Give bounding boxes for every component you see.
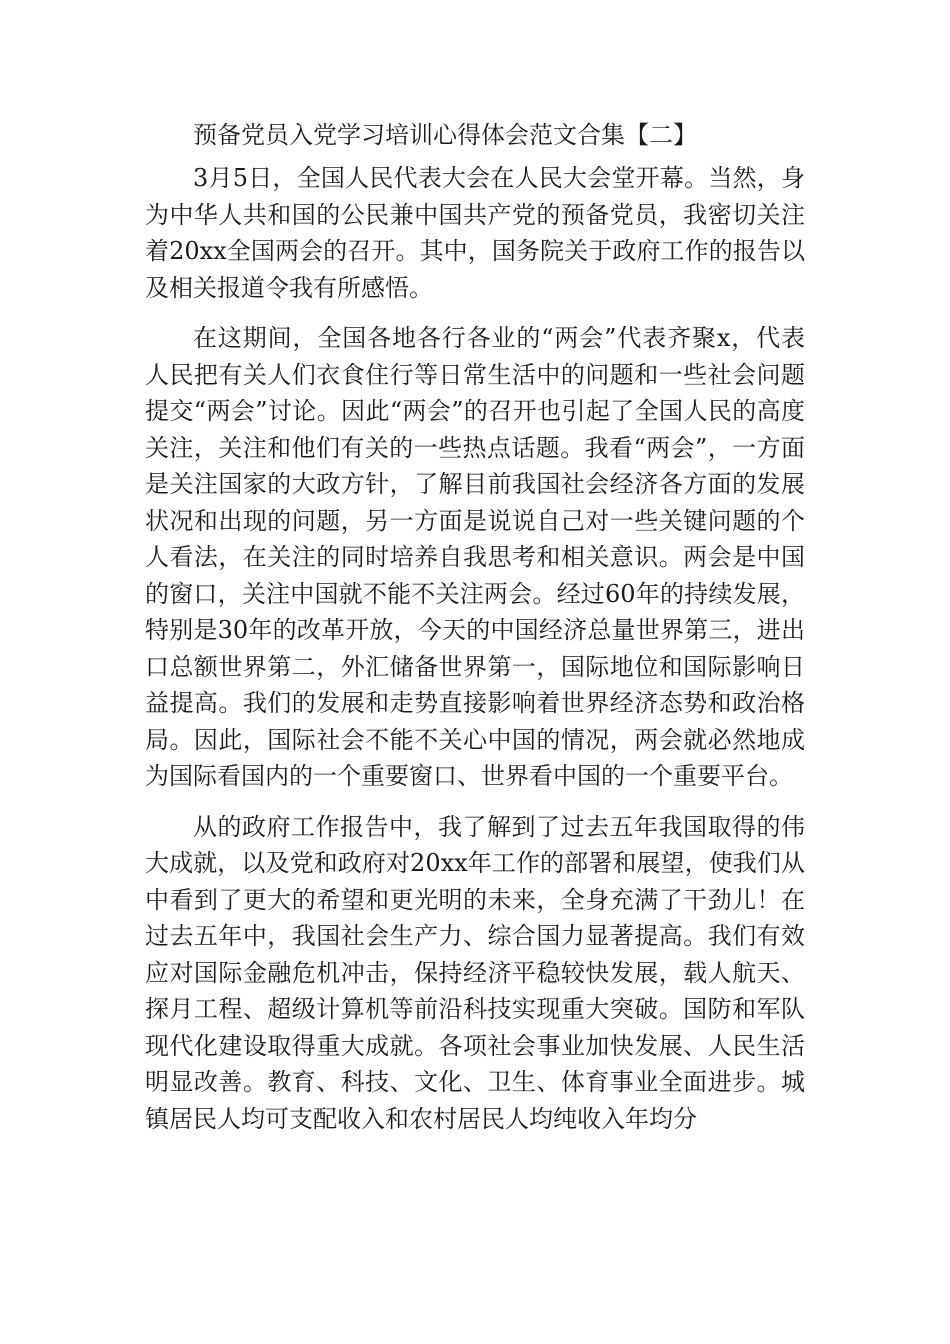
- document-page: [145, 110, 805, 1151]
- paragraph-3: 从的政府工作报告中，我了解到了过去五年我国取得的伟大成就，以及党和政府对20xx年工作的部署和展望，使我们从中看到了更大的希望和更光明的未来，全身充满了干劲儿！在过去五年中，我国社会生产力、综合国力显著提高。我们有效应对国际金融危机冲击，保持经济平稳较快发展，载人航天、探月工程、超级计算机等前沿科技实现重大突破。国防和军队现代化建设取得重大成就。各项社会事业加快发展、人民生活明显改善。教育、科技、文化、卫生、体育事业全面进步。城镇居民人均可支配收入和农村居民人均纯收入年均分: [145, 812, 805, 1133]
- paragraph-1: 3月5日，全国人民代表大会在人民大会堂开幕。当然，身为中华人共和国的公民兼中国共产党的预备党员，我密切关注着20xx全国两会的召开。其中，国务院关于政府工作的报告以及相关报道令我有所感悟。: [145, 164, 805, 302]
- document-title: 预备党员入党学习培训心得体会范文合集【二】: [193, 121, 697, 149]
- paragraph-2: 在这期间，全国各地各行各业的“两会”代表齐聚x，代表人民把有关人们衣食住行等日常生活中的问题和一些社会问题提交“两会”讨论。因此“两会”的召开也引起了全国人民的高度关注，关注和他们有关的一些热点话题。我看“两会”，一方面是关注国家的大政方针，了解目前我国社会经济各方面的发展状况和出现的问题，另一方面是说说自己对一些关键问题的个人看法，在关注的同时培养自我思考和相关意识。两会是中国的窗口，关注中国就不能不关注两会。经过60年的持续发展，特别是30年的改革开放，今天的中国经济总量世界第三，进出口总额世界第二，外汇储备世界第一，国际地位和国际影响日益提高。我们的发展和走势直接影响着世界经济态势和政治格局。因此，国际社会不能不关心中国的情况，两会就必然地成为国际看国内的一个重要窗口、世界看中国的一个重要平台。: [145, 324, 805, 790]
